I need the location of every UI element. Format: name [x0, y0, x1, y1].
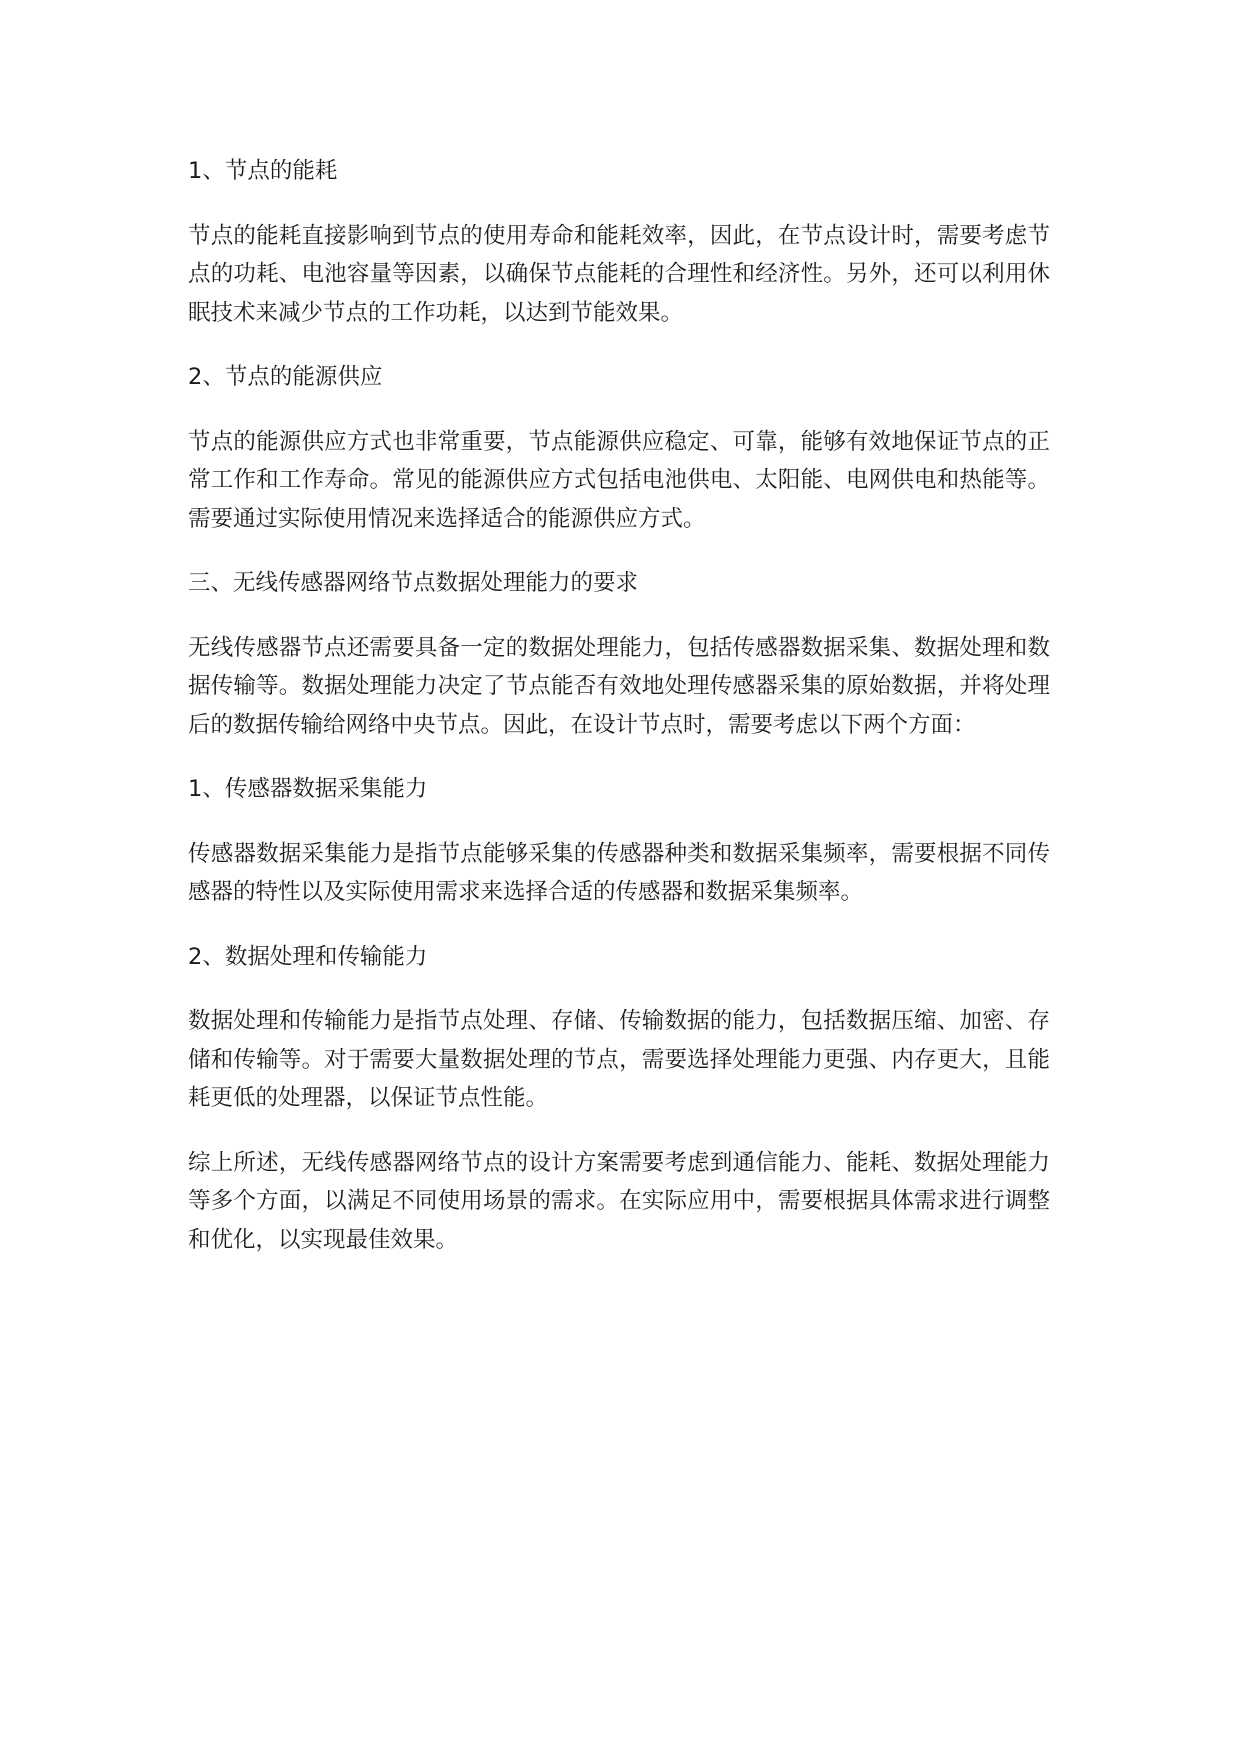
paragraph-data-processing-requirements: 无线传感器节点还需要具备一定的数据处理能力，包括传感器数据采集、数据处理和数据传输等。数据处理能力决定了节点能否有效地处理传感器采集的原始数据，并将处理后的数据传输给网络中央节点。因此，在设计节点时，需要考虑以下两个方面： [188, 634, 1050, 738]
section-heading-energy-supply: 2、节点的能源供应 [188, 364, 383, 390]
section-heading-sensor-acquisition: 1、传感器数据采集能力 [188, 776, 428, 802]
paragraph-energy-consumption: 节点的能耗直接影响到节点的使用寿命和能耗效率，因此，在节点设计时，需要考虑节点的功耗、电池容量等因素，以确保节点能耗的合理性和经济性。另外，还可以利用休眠技术来减少节点的工作功耗，以达到节能效果。 [188, 222, 1050, 326]
section-heading-processing-transmission: 2、数据处理和传输能力 [188, 943, 428, 970]
paragraph-processing-transmission: 数据处理和传输能力是指节点处理、存储、传输数据的能力，包括数据压缩、加密、存储和传输等。对于需要大量数据处理的节点，需要选择处理能力更强、内存更大，且能耗更低的处理器，以保证节点性能。 [188, 1008, 1050, 1111]
paragraph-summary: 综上所述，无线传感器网络节点的设计方案需要考虑到通信能力、能耗、数据处理能力等多个方面，以满足不同使用场景的需求。在实际应用中，需要根据具体需求进行调整和优化，以实现最佳效果。 [188, 1149, 1050, 1253]
paragraph-sensor-acquisition: 传感器数据采集能力是指节点能够采集的传感器种类和数据采集频率，需要根据不同传感器的特性以及实际使用需求来选择合适的传感器和数据采集频率。 [188, 840, 1050, 905]
document-body [188, 152, 1050, 1285]
section-heading-data-processing-requirements: 三、无线传感器网络节点数据处理能力的要求 [188, 570, 639, 596]
section-heading-energy-consumption: 1、节点的能耗 [188, 158, 338, 184]
paragraph-energy-supply: 节点的能源供应方式也非常重要，节点能源供应稳定、可靠，能够有效地保证节点的正常工作和工作寿命。常见的能源供应方式包括电池供电、太阳能、电网供电和热能等。需要通过实际使用情况来选择适合的能源供应方式。 [188, 428, 1050, 532]
